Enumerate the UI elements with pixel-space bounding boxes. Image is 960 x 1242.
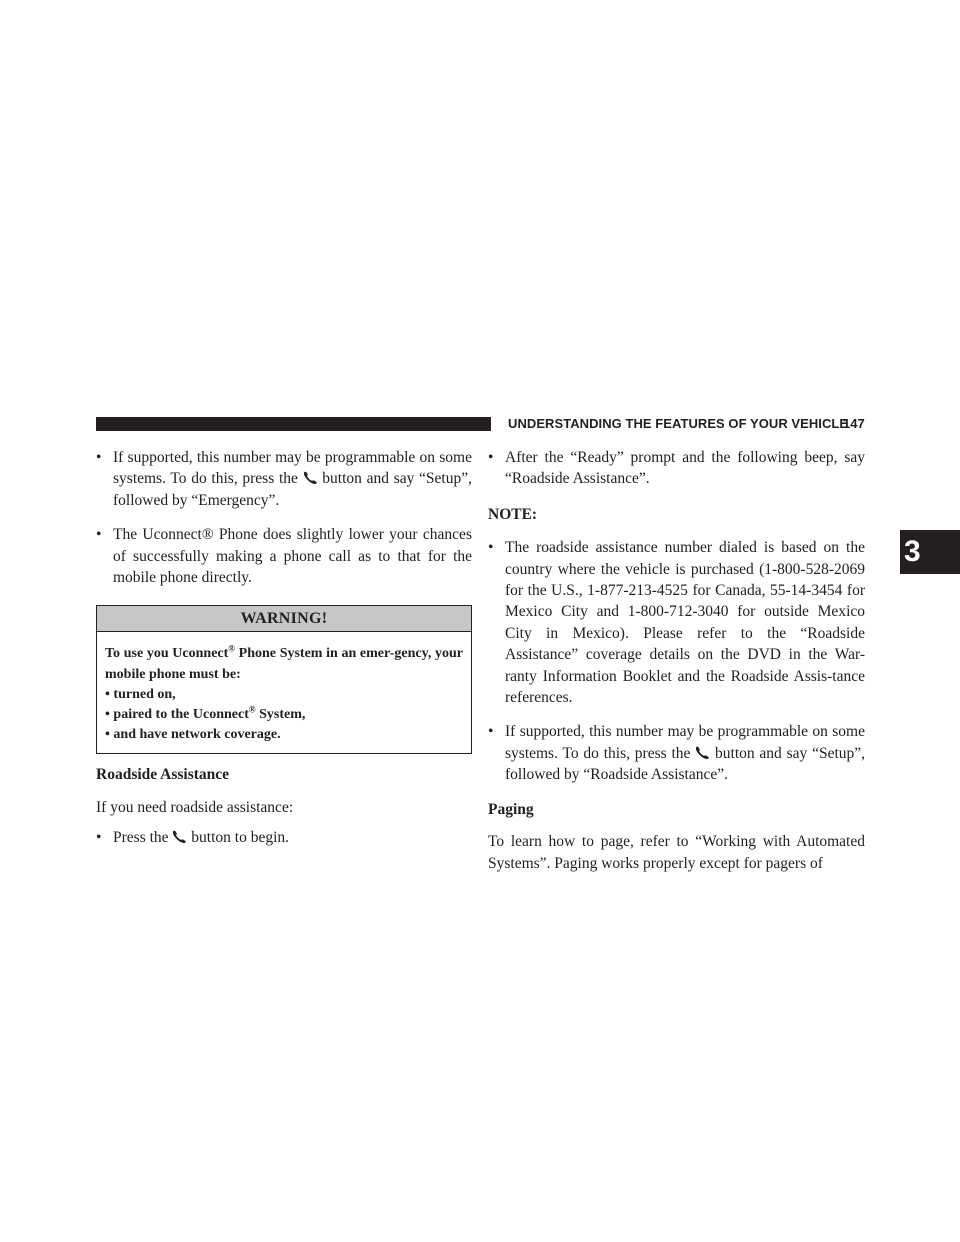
phone-handset-icon	[303, 471, 318, 484]
bullet-text: button to begin.	[191, 829, 290, 847]
warning-item: • paired to the Uconnect® System,	[105, 704, 306, 723]
warning-item: • turned on,	[105, 686, 176, 702]
registered-mark: ®	[201, 526, 214, 544]
bullet-dot: •	[96, 829, 102, 847]
bullet-dot: •	[488, 723, 494, 741]
bullet-text: If supported, this number may be programmable on some systems. To do this, press the	[113, 449, 472, 488]
warning-intro	[105, 644, 463, 684]
bullet-text: Phone does slightly lower your chances of successfully making a phone call as to that for the mobile phone directly.	[113, 526, 472, 587]
warning-item-text: turned on,	[113, 686, 176, 702]
section-title: UNDERSTANDING THE FEATURES OF YOUR VEHICLE	[508, 416, 849, 431]
bullet-roadside-number	[488, 537, 865, 708]
bullet-ready-prompt	[488, 447, 865, 490]
roadside-intro: If you need roadside assistance:	[96, 798, 294, 816]
warning-item-text: and have network coverage.	[113, 727, 281, 743]
warning-text: Phone System in an emer-gency, your mobile phone must be:	[105, 646, 463, 682]
registered-mark: ®	[248, 704, 256, 715]
paging-text: To learn how to page, refer to “Working with Automated Systems”. Paging works properly except for pagers of	[488, 833, 865, 872]
bullet-text: After the “Ready” prompt and the following beep, say “Roadside Assistance”.	[505, 449, 865, 488]
bullet-text: The Uconnect	[113, 526, 202, 544]
phone-handset-icon	[695, 746, 710, 759]
chapter-tab: 3	[900, 530, 960, 574]
page-number: 147	[843, 416, 865, 431]
bullet-dot: •	[96, 449, 102, 466]
paging-heading: Paging	[488, 800, 534, 818]
warning-item: • and have network coverage.	[105, 727, 281, 743]
warning-item-text: paired to the Uconnect	[113, 707, 249, 723]
note-label: NOTE:	[488, 505, 538, 523]
bullet-programmable-emergency	[96, 447, 472, 511]
phone-handset-icon	[172, 830, 187, 843]
bullet-press-button	[96, 827, 472, 848]
registered-mark: ®	[228, 643, 236, 654]
left-column	[96, 447, 472, 849]
warning-text: To use you Uconnect	[105, 646, 229, 662]
bullet-text: If supported, this number may be programmable on some systems. To do this, press the	[505, 723, 865, 762]
header-rule	[96, 417, 491, 431]
bullet-text: button and say “Setup”, followed by “Emergency”.	[113, 470, 472, 509]
bullet-text: Press the	[113, 829, 169, 847]
bullet-lower-chances	[96, 524, 472, 588]
bullet-dot: •	[488, 449, 494, 466]
bullet-dot: •	[488, 539, 494, 557]
bullet-programmable-roadside	[488, 721, 865, 785]
right-column	[488, 447, 865, 874]
warning-title: WARNING!	[97, 606, 471, 632]
warning-box	[96, 605, 472, 754]
bullet-text: button and say “Setup”, followed by “Roadside Assistance”.	[505, 744, 866, 784]
roadside-heading: Roadside Assistance	[96, 766, 230, 784]
warning-body	[97, 632, 471, 753]
bullet-dot: •	[96, 526, 102, 544]
warning-item-text: System,	[255, 707, 306, 723]
bullet-text: The roadside assistance number dialed is based on the country where the vehicle is purchased (1-800-528-2069 for the U.S., 1-877-213-4525 for Canada, 55-14-3454 for Mexico City and 1-800-712-3040 for outside Mexico City in Mexico). Please refer to the “Roadside Assistance” coverage details on the DVD in the War-ranty Information Booklet and the Roadside Assis-tance references.	[505, 539, 865, 707]
